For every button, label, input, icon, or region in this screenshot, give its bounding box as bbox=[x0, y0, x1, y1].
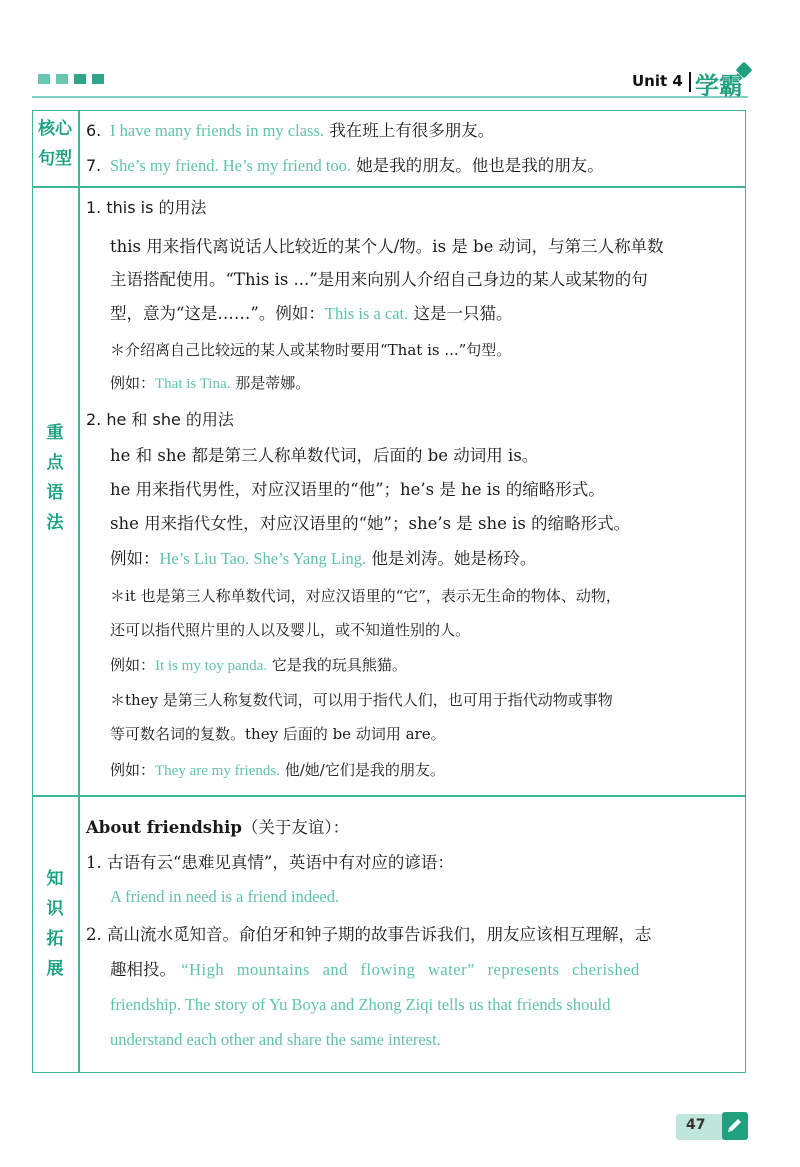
header-divider bbox=[689, 72, 691, 92]
row-divider-1 bbox=[32, 186, 746, 188]
grammar-p1-note: ＊介绍离自己比较远的某人或某物时要用“That is ...”句型。 bbox=[110, 341, 512, 359]
grammar-point-2-title: 2. he 和 she 的用法 bbox=[86, 410, 234, 429]
extension-item1-line1: 1. 古语有云“患难见真情”，英语中有对应的谚语： bbox=[86, 853, 454, 872]
page-number: 47 bbox=[686, 1117, 706, 1133]
grammar-p2-note1-line2: 还可以指代照片里的人以及婴儿，或不知道性别的人。 bbox=[110, 621, 471, 639]
header-rule bbox=[32, 96, 748, 98]
grammar-p2-example3: 例如：They are my friends. 他/她/它们是我的朋友。 bbox=[110, 761, 445, 779]
grammar-point-1-title: 1. this is 的用法 bbox=[86, 198, 207, 217]
extension-item2-line1: 2. 高山流水觅知音。俞伯牙和钟子期的故事告诉我们，朋友应该相互理解，志 bbox=[86, 925, 652, 944]
core-item-6: I have many friends in my class. 我在班上有很多朋友。 bbox=[110, 121, 495, 140]
section-label-grammar: 重 点 语 法 bbox=[46, 423, 64, 533]
extension-title: About friendship（关于友谊）： bbox=[86, 818, 350, 837]
grammar-p2-example2: 例如：It is my toy panda. 它是我的玩具熊猫。 bbox=[110, 656, 407, 674]
grammar-p1-example: 例如：That is Tina. 那是蒂娜。 bbox=[110, 374, 311, 392]
header-decor-squares bbox=[38, 74, 104, 84]
unit-label: Unit 4 bbox=[632, 72, 683, 90]
grammar-p1-line2: 主语搭配使用。“This is ...”是用来向别人介绍自己身边的某人或某物的句 bbox=[110, 270, 648, 289]
grammar-p2-note2-line1: ＊they 是第三人称复数代词，可以用于指代人们，也可用于指代动物或事物 bbox=[110, 691, 613, 709]
extension-item2-line2: 趣相投。 “High mountains and flowing water” represents cherished bbox=[110, 960, 640, 979]
grammar-p2-note1-line1: ＊it 也是第三人称单数代词，对应汉语里的“它”，表示无生命的物体、动物， bbox=[110, 587, 621, 605]
pencil-icon bbox=[722, 1112, 748, 1140]
section-label-core: 核心 句型 bbox=[38, 119, 72, 169]
grammar-p2-line1: he 和 she 都是第三人称单数代词，后面的 be 动词用 is。 bbox=[110, 446, 539, 465]
extension-item1-proverb: A friend in need is a friend indeed. bbox=[110, 887, 340, 906]
core-item-7-number: 7. bbox=[86, 156, 102, 175]
grammar-p2-line3: she 用来指代女性，对应汉语里的“她”；she’s 是 she is 的缩略形式。 bbox=[110, 514, 631, 533]
grammar-p1-line3: 型，意为“这是……”。例如：This is a cat. 这是一只猫。 bbox=[110, 304, 513, 323]
grammar-p2-line2: he 用来指代男性，对应汉语里的“他”；he’s 是 he is 的缩略形式。 bbox=[110, 480, 605, 499]
brand-logo: 学霸 bbox=[695, 72, 743, 100]
grammar-p2-note2-line2: 等可数名词的复数。they 后面的 be 动词用 are。 bbox=[110, 725, 446, 743]
core-item-7: She’s my friend. He’s my friend too. 她是我的朋友。他也是我的朋友。 bbox=[110, 156, 604, 175]
extension-item2-line4: understand each other and share the same interest. bbox=[110, 1030, 441, 1049]
core-item-6-number: 6. bbox=[86, 121, 102, 140]
table-column-divider bbox=[78, 110, 80, 1073]
grammar-p2-example: 例如：He’s Liu Tao. She’s Yang Ling. 他是刘涛。她是杨玲。 bbox=[110, 549, 537, 568]
extension-item2-line3: friendship. The story of Yu Boya and Zhong Ziqi tells us that friends should bbox=[110, 995, 611, 1014]
row-divider-2 bbox=[32, 795, 746, 797]
section-label-extension: 知 识 拓 展 bbox=[46, 869, 64, 979]
grammar-p1-line1: this 用来指代离说话人比较近的某个人/物。is 是 be 动词，与第三人称单数 bbox=[110, 237, 664, 256]
